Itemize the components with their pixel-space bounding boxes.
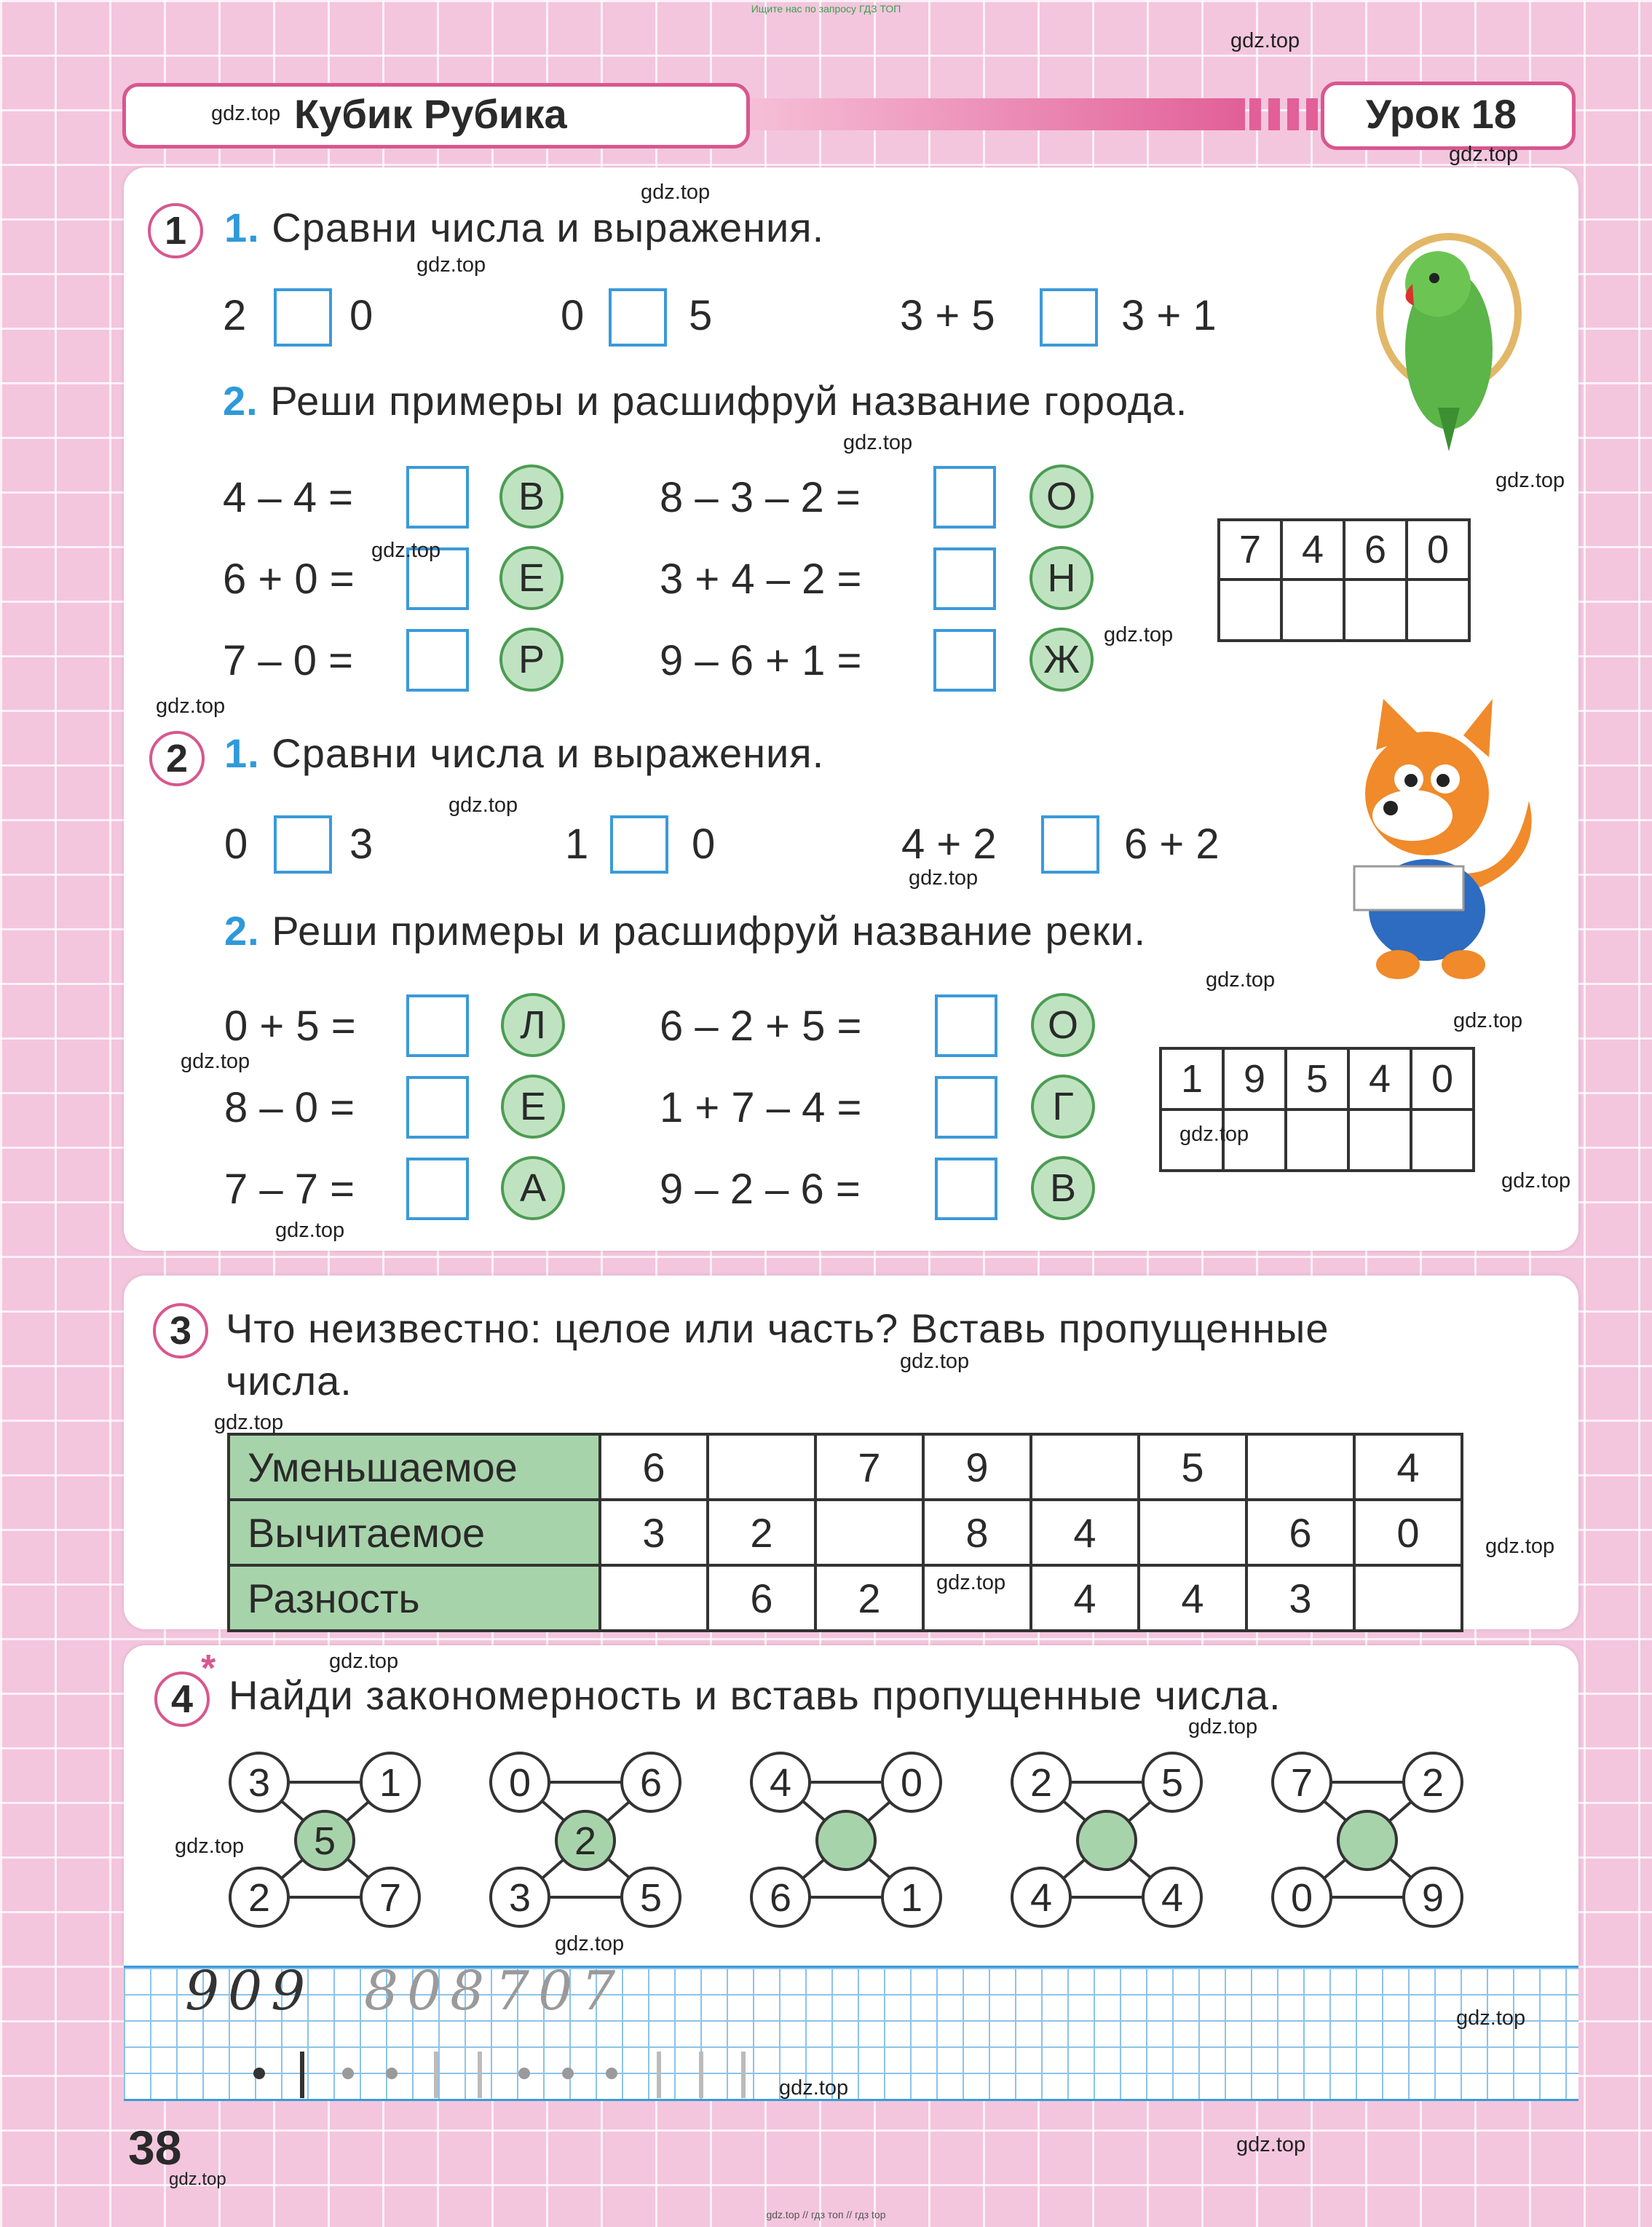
fox-illustration — [1332, 692, 1544, 997]
table-cell[interactable] — [1354, 1565, 1462, 1631]
answer-input[interactable] — [406, 1158, 469, 1220]
compare-right: 5 — [689, 292, 713, 339]
table-cell[interactable]: 2 — [708, 1500, 815, 1565]
compare-left: 4 + 2 — [901, 820, 997, 868]
watermark: gdz.top — [555, 1932, 625, 1955]
guide-dot — [253, 2068, 265, 2079]
cipher-letter: Г — [1031, 1075, 1095, 1139]
number-circle: 4 — [750, 1752, 811, 1813]
table-row — [229, 1500, 1462, 1565]
key-letter-cell[interactable] — [1348, 1109, 1411, 1171]
guide-line — [434, 2052, 438, 2098]
table-cell[interactable]: 0 — [1354, 1500, 1462, 1565]
guide-line — [300, 2052, 304, 2098]
cipher-key-table — [1159, 1047, 1475, 1172]
sub-number: 2. — [223, 378, 258, 424]
guide-dot — [518, 2068, 530, 2079]
instruction-text: Сравни числа и выражения. — [272, 205, 825, 250]
row-label: Уменьшаемое — [229, 1434, 600, 1500]
table-cell[interactable]: 7 — [815, 1434, 923, 1500]
guide-line — [478, 2052, 482, 2098]
number-circle: 0 — [881, 1752, 942, 1813]
task3-text-line2: числа. — [226, 1358, 352, 1404]
instruction-text: Сравни числа и выражения. — [272, 730, 825, 776]
compare-input[interactable] — [610, 815, 668, 874]
compare-left: 1 — [565, 820, 589, 868]
guide-line — [657, 2052, 661, 2098]
key-digit: 7 — [1219, 520, 1281, 580]
sub-number: 2. — [224, 908, 260, 954]
number-circle: 3 — [229, 1752, 290, 1813]
table-cell[interactable] — [600, 1565, 708, 1631]
key-digit: 4 — [1281, 520, 1344, 580]
number-circle: 6 — [750, 1867, 811, 1928]
watermark: gdz.top — [1206, 968, 1276, 992]
answer-input[interactable] — [935, 1076, 997, 1139]
task-number: 3 — [153, 1303, 208, 1358]
writing-practice-strip[interactable] — [124, 1966, 1578, 2101]
header-bar — [750, 98, 1245, 130]
instruction-text: Реши примеры и расшифруй название города. — [270, 378, 1188, 424]
answer-input[interactable] — [406, 629, 469, 692]
watermark: gdz.top — [1236, 2133, 1306, 2156]
number-circle: 9 — [1402, 1867, 1463, 1928]
lesson-title: Урок 18 — [1366, 91, 1517, 137]
cipher-letter: Е — [499, 546, 564, 610]
page-title: Кубик Рубика — [294, 91, 567, 137]
example-expression: 1 + 7 – 4 = — [660, 1084, 862, 1131]
table-cell[interactable]: 4 — [1031, 1565, 1139, 1631]
number-circle: 2 — [1011, 1752, 1072, 1813]
table-cell[interactable]: 2 — [815, 1565, 923, 1631]
center-circle[interactable] — [1337, 1810, 1398, 1871]
table-cell[interactable]: 9 — [923, 1434, 1031, 1500]
task1-part1-heading — [224, 204, 824, 251]
number-circle: 0 — [489, 1752, 550, 1813]
compare-right: 3 + 1 — [1121, 292, 1217, 339]
guide-dot — [606, 2068, 617, 2079]
sub-number: 1. — [224, 730, 260, 776]
watermark: gdz.top — [641, 181, 711, 204]
cipher-letter: Н — [1029, 546, 1094, 610]
cipher-letter: В — [499, 464, 564, 529]
watermark: gdz.top — [1456, 2006, 1526, 2030]
watermark: gdz.top — [175, 1835, 245, 1858]
table-cell[interactable] — [815, 1500, 923, 1565]
instruction-text: Реши примеры и расшифруй название реки. — [272, 908, 1147, 954]
example-expression: 7 – 0 = — [223, 637, 353, 684]
compare-input[interactable] — [274, 815, 332, 874]
watermark: gdz.top — [181, 1050, 250, 1073]
number-circle: 0 — [1271, 1867, 1332, 1928]
number-circle: 7 — [360, 1867, 421, 1928]
cipher-letter: О — [1031, 993, 1095, 1057]
table-cell[interactable] — [708, 1434, 815, 1500]
table-cell[interactable] — [1139, 1500, 1246, 1565]
compare-right: 0 — [349, 292, 374, 339]
bottom-note: gdz.top // гдз топ // гдз top — [766, 2209, 886, 2220]
guide-line — [699, 2052, 703, 2098]
task-number: 1 — [148, 203, 203, 258]
table-cell[interactable]: 6 — [600, 1434, 708, 1500]
table-cell[interactable]: 3 — [600, 1500, 708, 1565]
watermark: gdz.top — [1104, 623, 1174, 646]
handwriting-sample: 909 — [185, 1960, 315, 2022]
watermark: gdz.top — [329, 1650, 399, 1673]
watermark: gdz.top — [936, 1571, 1006, 1594]
table-cell[interactable]: 8 — [923, 1500, 1031, 1565]
table-cell[interactable]: 6 — [1246, 1500, 1354, 1565]
key-digit: 0 — [1407, 520, 1469, 580]
watermark: gdz.top — [1230, 29, 1300, 52]
key-letter-cell[interactable] — [1407, 580, 1469, 641]
subtraction-table — [227, 1433, 1463, 1632]
number-circle: 1 — [360, 1752, 421, 1813]
table-row — [229, 1565, 1462, 1631]
watermark: gdz.top — [909, 866, 979, 890]
center-circle[interactable]: 2 — [555, 1810, 616, 1871]
guide-line — [741, 2052, 746, 2098]
watermark: gdz.top — [448, 794, 518, 817]
page-number: 38 — [128, 2121, 182, 2175]
task1-part2-heading — [223, 377, 1187, 424]
compare-input[interactable] — [1041, 815, 1099, 874]
number-circle: 6 — [620, 1752, 681, 1813]
number-circle: 2 — [229, 1867, 290, 1928]
number-circle: 3 — [489, 1867, 550, 1928]
center-circle[interactable] — [1076, 1810, 1137, 1871]
guide-dot — [386, 2068, 398, 2079]
cipher-letter: А — [501, 1156, 565, 1220]
example-expression: 8 – 3 – 2 = — [660, 474, 861, 521]
center-circle[interactable] — [815, 1810, 877, 1871]
example-expression: 3 + 4 – 2 = — [660, 555, 862, 603]
compare-left: 2 — [223, 292, 247, 339]
cipher-letter: Ж — [1029, 628, 1094, 692]
row-label: Вычитаемое — [229, 1500, 600, 1565]
watermark: gdz.top — [1449, 143, 1519, 166]
number-circle: 2 — [1402, 1752, 1463, 1813]
key-digit: 4 — [1348, 1048, 1411, 1109]
number-circle: 5 — [1142, 1752, 1203, 1813]
number-circle: 1 — [881, 1867, 942, 1928]
key-letter-cell[interactable] — [1344, 580, 1407, 641]
watermark: gdz.top — [1501, 1169, 1571, 1192]
table-row — [229, 1434, 1462, 1500]
answer-input[interactable] — [935, 994, 997, 1057]
example-expression: 6 + 0 = — [223, 555, 355, 603]
header-stripe — [1268, 98, 1280, 130]
compare-right: 6 + 2 — [1124, 820, 1220, 868]
watermark: gdz.top — [211, 102, 281, 125]
header-stripe — [1249, 98, 1261, 130]
example-expression: 6 – 2 + 5 = — [660, 1002, 862, 1050]
answer-input[interactable] — [406, 994, 469, 1057]
key-digit: 9 — [1223, 1048, 1286, 1109]
example-expression: 8 – 0 = — [224, 1084, 355, 1131]
task2-part1-heading — [224, 729, 824, 777]
header-stripe — [1306, 98, 1318, 130]
watermark: gdz.top — [1188, 1715, 1258, 1739]
cipher-letter: В — [1031, 1156, 1095, 1220]
cipher-letter: Е — [501, 1075, 565, 1139]
compare-input[interactable] — [274, 288, 332, 347]
table-cell[interactable] — [1246, 1434, 1354, 1500]
table-cell[interactable]: 3 — [1246, 1565, 1354, 1631]
watermark: gdz.top — [1495, 469, 1565, 492]
compare-left: 3 + 5 — [900, 292, 995, 339]
example-expression: 9 – 2 – 6 = — [660, 1166, 861, 1213]
watermark: gdz.top — [169, 2169, 226, 2189]
task2-part2-heading — [224, 907, 1146, 954]
watermark: gdz.top — [1485, 1535, 1555, 1558]
top-note: Ищите нас по запросу ГДЗ ТОП — [751, 3, 901, 15]
watermark: gdz.top — [1453, 1009, 1523, 1032]
guide-dot — [562, 2068, 574, 2079]
watermark: gdz.top — [900, 1350, 970, 1373]
cipher-letter: Л — [501, 993, 565, 1057]
number-circle: 4 — [1142, 1867, 1203, 1928]
center-circle[interactable]: 5 — [294, 1810, 355, 1871]
task3-text-line1: Что неизвестно: целое или часть? Вставь пропущенные — [226, 1305, 1329, 1351]
watermark: gdz.top — [416, 253, 486, 277]
number-circle: 7 — [1271, 1752, 1332, 1813]
answer-input[interactable] — [933, 547, 996, 610]
number-circle: 4 — [1011, 1867, 1072, 1928]
cipher-letter: Р — [499, 628, 564, 692]
table-cell[interactable] — [1031, 1434, 1139, 1500]
key-letter-cell[interactable] — [1281, 580, 1344, 641]
key-digit: 5 — [1286, 1048, 1348, 1109]
table-cell[interactable]: 4 — [1354, 1434, 1462, 1500]
compare-input[interactable] — [609, 288, 667, 347]
example-expression: 4 – 4 = — [223, 474, 353, 521]
row-label: Разность — [229, 1565, 600, 1631]
watermark: gdz.top — [275, 1219, 345, 1242]
watermark: gdz.top — [1179, 1123, 1249, 1146]
cipher-key-table — [1217, 518, 1471, 642]
table-cell[interactable]: 4 — [1031, 1500, 1139, 1565]
example-expression: 0 + 5 = — [224, 1002, 356, 1050]
header-stripe — [1287, 98, 1299, 130]
answer-input[interactable] — [933, 629, 996, 692]
compare-input[interactable] — [1040, 288, 1098, 347]
guide-dot — [342, 2068, 354, 2079]
key-letter-cell[interactable] — [1219, 580, 1281, 641]
example-expression: 9 – 6 + 1 = — [660, 637, 862, 684]
watermark: gdz.top — [214, 1411, 284, 1434]
parrot-illustration — [1369, 226, 1529, 459]
key-letter-cell[interactable] — [1286, 1109, 1348, 1171]
compare-left: 0 — [224, 820, 248, 868]
answer-input[interactable] — [935, 1158, 997, 1220]
watermark: gdz.top — [156, 695, 226, 718]
star-icon: * — [201, 1647, 216, 1690]
task4-text: Найди закономерность и вставь пропущенные числа. — [229, 1672, 1281, 1718]
example-expression: 7 – 7 = — [224, 1166, 355, 1213]
compare-left: 0 — [561, 292, 585, 339]
compare-right: 0 — [692, 820, 716, 868]
number-circle: 5 — [620, 1867, 681, 1928]
key-digit: 0 — [1411, 1048, 1474, 1109]
table-cell[interactable]: 6 — [708, 1565, 815, 1631]
watermark: gdz.top — [843, 431, 913, 454]
handwriting-sample: 808 — [364, 1960, 494, 2022]
task-number: 4 — [154, 1672, 210, 1727]
key-digit: 6 — [1344, 520, 1407, 580]
answer-input[interactable] — [406, 466, 469, 529]
watermark: gdz.top — [371, 539, 441, 562]
key-letter-cell[interactable] — [1411, 1109, 1474, 1171]
answer-input[interactable] — [406, 1076, 469, 1139]
compare-right: 3 — [349, 820, 374, 868]
sub-number: 1. — [224, 205, 260, 250]
task-number: 2 — [149, 731, 205, 786]
handwriting-sample: 707 — [495, 1960, 625, 2022]
cipher-letter: О — [1029, 464, 1094, 529]
key-digit: 1 — [1161, 1048, 1223, 1109]
table-cell[interactable]: 5 — [1139, 1434, 1246, 1500]
table-cell[interactable]: 4 — [1139, 1565, 1246, 1631]
answer-input[interactable] — [933, 466, 996, 529]
watermark: gdz.top — [779, 2076, 849, 2100]
